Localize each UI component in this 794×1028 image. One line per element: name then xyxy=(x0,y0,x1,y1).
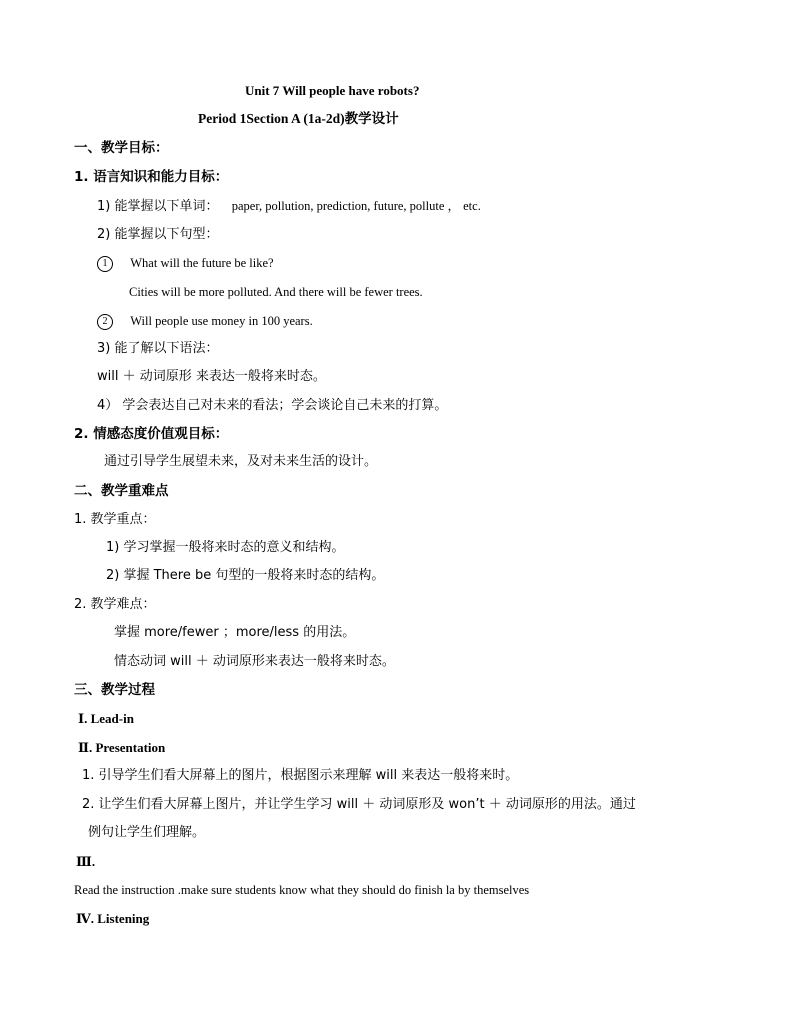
example-text: What will the future be like? xyxy=(130,256,274,270)
sentence-example-2 xyxy=(97,312,313,330)
subheading-emotion: 2. 情感态度价值观目标： xyxy=(74,426,229,442)
vocabulary-words: paper, pollution, prediction, future, pollute ， etc. xyxy=(231,199,481,213)
instruction-text: Read the instruction .make sure students know what they should do finish la by themselves xyxy=(74,883,530,897)
section-heading-process: 三、教学过程 xyxy=(74,682,155,698)
section-heading-objectives: 一、教学目标： xyxy=(74,140,169,156)
grammar-rule: will ＋ 动词原形 来表达一般将来时态。 xyxy=(97,369,326,384)
item-label: 1) 能掌握以下单词： xyxy=(97,199,219,214)
difficulties-label: 2. 教学难点： xyxy=(74,597,156,612)
doc-title: Unit 7 Will people have robots? xyxy=(245,83,420,98)
step-presentation: Ⅱ. Presentation xyxy=(78,740,166,755)
step-three: Ⅲ. xyxy=(76,854,96,869)
section-heading-keypoints: 二、教学重难点 xyxy=(74,483,169,499)
subheading-knowledge: 1. 语言知识和能力目标： xyxy=(74,169,229,185)
example-text: Will people use money in 100 years. xyxy=(130,314,313,328)
circled-number: 1 xyxy=(97,256,113,272)
objective-item-sentences: 2) 能掌握以下句型： xyxy=(97,227,219,242)
keypoint-item: 2) 掌握 There be 句型的一般将来时态的结构。 xyxy=(106,568,385,583)
sentence-example-1-answer: Cities will be more polluted. And there will be fewer trees. xyxy=(129,285,423,299)
presentation-item: 1. 引导学生们看大屏幕上的图片，根据图示来理解 will 来表达一般将来时。 xyxy=(82,768,519,783)
objective-item-expression: 4） 学会表达自己对未来的看法；学会谈论自己未来的打算。 xyxy=(97,398,448,413)
sentence-example-1 xyxy=(97,254,274,272)
circled-number: 2 xyxy=(97,314,113,330)
difficulty-item: 掌握 more/fewer ；more/less 的用法。 xyxy=(114,625,356,640)
step-listening: Ⅳ. Listening xyxy=(76,911,150,926)
doc-subtitle: Period 1Section A (1a-2d)教学设计 xyxy=(198,111,399,126)
emotion-goal: 通过引导学生展望未来，及对未来生活的设计。 xyxy=(104,454,378,469)
presentation-item: 2. 让学生们看大屏幕上图片，并让学生学习 will ＋ 动词原形及 won’t ＋ 动词原形的用法。通过 xyxy=(82,797,636,812)
keypoints-label: 1. 教学重点： xyxy=(74,512,156,527)
objective-item-vocabulary xyxy=(97,197,481,216)
step-lead-in: Ⅰ. Lead-in xyxy=(78,711,134,726)
difficulty-item: 情态动词 will ＋ 动词原形来表达一般将来时态。 xyxy=(114,654,395,669)
objective-item-grammar: 3) 能了解以下语法： xyxy=(97,341,219,356)
presentation-item-continued: 例句让学生们理解。 xyxy=(88,825,206,840)
keypoint-item: 1) 学习掌握一般将来时态的意义和结构。 xyxy=(106,540,345,555)
